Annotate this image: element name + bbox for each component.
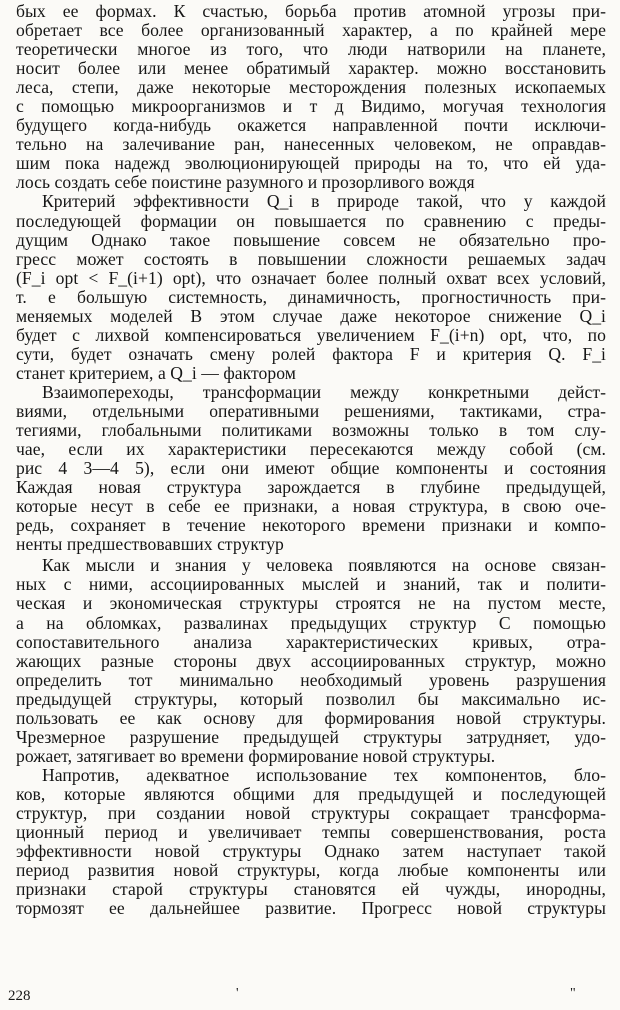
text-line: станет критерием, а Q_i — фактором	[16, 362, 296, 383]
text-line: эффективности новой структуры Однако затем наступает такой	[16, 841, 606, 862]
footer-mark: '	[236, 986, 239, 1001]
text-line: будущего когда-нибудь окажется направленной почти исключи-	[16, 115, 606, 136]
text-line: которые несут в себе ее признаки, а новая структура, в свою оче-	[16, 496, 606, 517]
text-line: рожает, затягивает во времени формирование новой структуры.	[16, 745, 496, 766]
text-line: обретает все более организованный характер, а по крайней мере	[16, 20, 606, 41]
text-line: носит более или менее обратимый характер. можно восстановить	[16, 58, 606, 79]
text-line: гресс может состоять в повышении сложности решаемых задач	[16, 248, 606, 269]
text-line: признаки старой структуры становятся ей чужды, инородны,	[16, 879, 606, 900]
text-line: Критерий эффективности Q_i в природе такой, что у каждой	[42, 191, 606, 212]
text-line: (F_i opt < F_(i+1) opt), что означает более полный охват всех условий,	[16, 267, 606, 288]
page-footer	[0, 988, 620, 1008]
text-line: дущим Однако такое повышение совсем не обязательно про-	[16, 229, 606, 250]
text-line: пользовать ее как основу для формирования новой структуры.	[16, 707, 606, 728]
text-line: меняемых моделей В этом случае даже некоторое снижение Q_i	[16, 305, 606, 326]
text-line: чае, если их характеристики пересекаются между собой (см.	[16, 439, 606, 460]
text-line: Чрезмерное разрушение предыдущей структуры затрудняет, удо-	[16, 726, 606, 747]
text-line: тормозят ее дальнейшее развитие. Прогресс новой структуры	[16, 898, 606, 919]
text-line: Взаимопереходы, трансформации между конкретными дейст-	[42, 381, 606, 402]
text-line: а на обломках, развалинах предыдущих структур С помощью	[16, 612, 606, 633]
text-line: структур, при создании новой структуры сокращает трансформа-	[16, 802, 606, 823]
paragraph-5	[16, 766, 606, 918]
paragraph-4	[16, 556, 606, 766]
page-number: 228	[8, 988, 31, 1004]
text-line: виями, отдельными оперативными решениями, тактиками, стра-	[16, 400, 606, 421]
text-line: жающих разные стороны двух ассоциированных структур, можно	[16, 650, 606, 671]
text-line: последующей формации он повышается по сравнению с преды-	[16, 210, 606, 231]
text-line: предыдущей структуры, который позволил бы максимально ис-	[16, 688, 606, 709]
text-line: тегиями, глобальными политиками возможны только в том слу-	[16, 420, 606, 441]
text-line: редь, сохраняет в течение некоторого времени признаки и компо-	[16, 515, 606, 536]
text-line: леса, степи, даже некоторые месторождения полезных ископаемых	[16, 77, 606, 98]
text-line: ческая и экономическая структуры строятся не на пустом месте,	[16, 593, 606, 614]
footer-mark: "	[570, 986, 576, 1001]
text-line: определить тот минимально необходимый уровень разрушения	[16, 669, 606, 690]
text-line: т. е большую системность, динамичность, прогностичность при-	[16, 286, 606, 307]
text-line: рис 4 3—4 5), если они имеют общие компоненты и состояния	[16, 458, 606, 479]
text-line: сопоставительного анализа характеристических кривых, отра-	[16, 631, 606, 652]
text-line: ционный период и увеличивает темпы совершенствования, роста	[16, 822, 606, 843]
text-line: сути, будет означать смену ролей фактора F и критерия Q. F_i	[16, 343, 606, 364]
text-line: бых ее формах. К счастью, борьба против атомной угрозы при-	[16, 1, 606, 21]
text-line: период развития новой структуры, когда любые компоненты или	[16, 860, 606, 881]
text-line: ных с ними, ассоциированных мыслей и знаний, так и полити-	[16, 574, 606, 595]
paragraph-2	[16, 192, 606, 382]
paragraph-3	[16, 383, 606, 554]
text-line: тельно на залечивание ран, нанесенных человеком, не оправдав-	[16, 134, 606, 155]
text-line: будет с лихвой компенсироваться увеличением F_(i+n) opt, что, по	[16, 324, 606, 345]
text-line: ненты предшествовавших структур	[16, 534, 284, 555]
text-line: ков, которые являются общими для предыдущей и последующей	[16, 783, 606, 804]
text-line: с помощью микроорганизмов и т д Видимо, могучая технология	[16, 96, 606, 117]
text-line: лось создать себе поистине разумного и прозорливого вождя	[16, 172, 475, 193]
paragraph-1	[16, 2, 606, 192]
text-line: Напротив, адекватное использование тех компонентов, бло-	[42, 764, 606, 785]
text-line: шим пока надежд эволюционирующей природы на то, что ей уда-	[16, 153, 606, 174]
text-line: Каждая новая структура зарождается в глубине предыдущей,	[16, 477, 606, 498]
text-line: Как мысли и знания у человека появляются на основе связан-	[42, 555, 606, 576]
text-line: теоретически многое из того, что люди натворили на планете,	[16, 39, 606, 60]
